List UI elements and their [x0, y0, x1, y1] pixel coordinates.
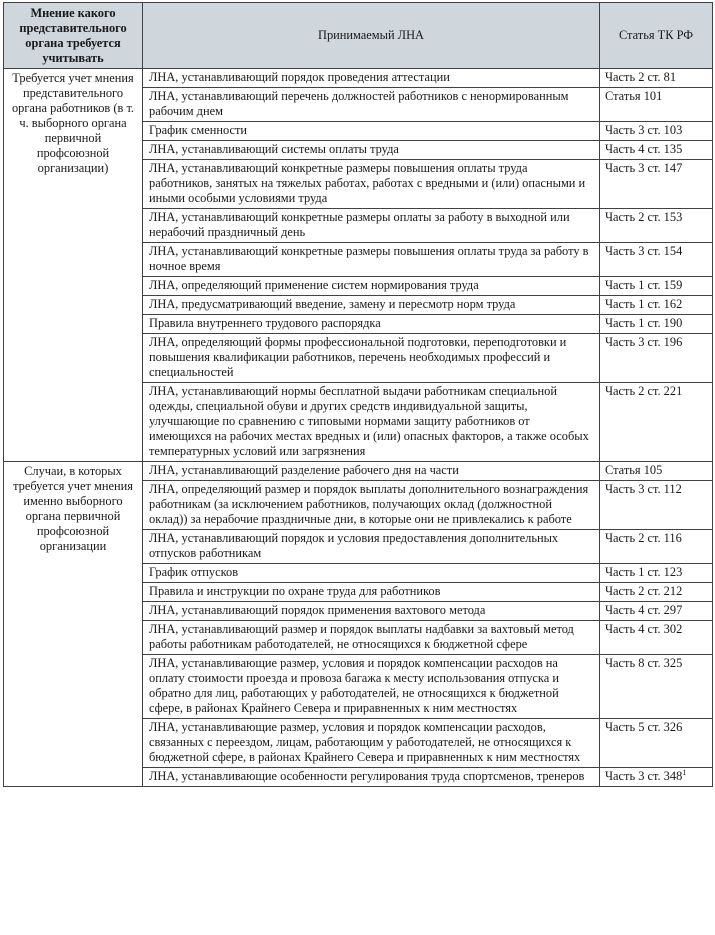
article-text: Часть 1 ст. 190	[605, 316, 683, 330]
article-text: Часть 2 ст. 116	[605, 531, 682, 545]
group-label: Случаи, в которых требуется учет мнения именно выборного органа первичной профсоюзной организации	[4, 462, 143, 787]
table-row	[4, 69, 713, 88]
article-text: Часть 4 ст. 302	[605, 622, 683, 636]
lna-cell: ЛНА, предусматривающий введение, замену и пересмотр норм труда	[143, 296, 600, 315]
lna-cell: ЛНА, устанавливающие размер, условия и порядок компенсации расходов на оплату стоимости проезда и провоза багажа к месту использования отпуска и обратно для лиц, работающих у работодателей, не относящихся к бюджетной сфере, в районах Крайнего Севера и приравненных к ним местностях	[143, 655, 600, 719]
article-cell	[600, 481, 713, 530]
article-text: Часть 3 ст. 103	[605, 123, 683, 137]
lna-table	[3, 2, 713, 787]
article-cell	[600, 383, 713, 462]
lna-cell: ЛНА, устанавливающий конкретные размеры оплаты за работу в выходной или нерабочий праздничный день	[143, 209, 600, 243]
article-cell	[600, 621, 713, 655]
article-cell	[600, 315, 713, 334]
table-header-row	[4, 3, 713, 69]
lna-cell: ЛНА, устанавливающий системы оплаты труда	[143, 141, 600, 160]
article-cell	[600, 243, 713, 277]
group-label: Требуется учет мнения представительного органа работников (в т. ч. выборного органа первичной профсоюзной организации)	[4, 69, 143, 462]
lna-cell: ЛНА, устанавливающий размер и порядок выплаты надбавки за вахтовый метод работы работникам работодателей, не относящихся к бюджетной сфере	[143, 621, 600, 655]
article-cell	[600, 655, 713, 719]
lna-cell: ЛНА, определяющий формы профессиональной подготовки, переподготовки и повышения квалификации работников, перечень необходимых профессий и специальностей	[143, 334, 600, 383]
lna-cell: ЛНА, определяющий размер и порядок выплаты дополнительного вознаграждения работникам (за исключением работников, получающих оклад (должностной оклад)) за нерабочие праздничные дни, в которые они не привлекались к работе	[143, 481, 600, 530]
article-text: Часть 3 ст. 154	[605, 244, 683, 258]
article-cell	[600, 530, 713, 564]
lna-cell: ЛНА, устанавливающий порядок проведения аттестации	[143, 69, 600, 88]
article-text: Часть 4 ст. 135	[605, 142, 683, 156]
lna-cell: ЛНА, устанавливающий перечень должностей работников с ненормированным рабочим днем	[143, 88, 600, 122]
article-text: Часть 3 ст. 147	[605, 161, 683, 175]
article-text: Часть 3 ст. 348	[605, 769, 683, 783]
article-text: Часть 8 ст. 325	[605, 656, 683, 670]
article-cell	[600, 583, 713, 602]
article-cell	[600, 141, 713, 160]
article-cell	[600, 462, 713, 481]
article-cell	[600, 209, 713, 243]
article-cell	[600, 296, 713, 315]
lna-cell: Правила и инструкции по охране труда для работников	[143, 583, 600, 602]
article-cell	[600, 122, 713, 141]
article-text: Часть 2 ст. 81	[605, 70, 677, 84]
lna-cell: Правила внутреннего трудового распорядка	[143, 315, 600, 334]
lna-cell: ЛНА, определяющий применение систем нормирования труда	[143, 277, 600, 296]
header-representative-body: Мнение какого представительного органа требуется учитывать	[4, 3, 143, 69]
article-text: Статья 101	[605, 89, 663, 103]
article-cell	[600, 768, 713, 787]
article-text: Часть 1 ст. 123	[605, 565, 683, 579]
article-text: Часть 3 ст. 196	[605, 335, 683, 349]
lna-cell: ЛНА, устанавливающий нормы бесплатной выдачи работникам специальной одежды, специальной обуви и других средств индивидуальной защиты, улучшающие по сравнению с типовыми нормами защиту работников от имеющихся на рабочих местах вредных и (или) опасных факторов, а также особых температурных условий или загрязнения	[143, 383, 600, 462]
lna-cell: ЛНА, устанавливающий разделение рабочего дня на части	[143, 462, 600, 481]
article-cell	[600, 334, 713, 383]
lna-cell: График сменности	[143, 122, 600, 141]
article-cell	[600, 88, 713, 122]
article-text: Часть 1 ст. 159	[605, 278, 683, 292]
lna-cell: ЛНА, устанавливающий порядок применения вахтового метода	[143, 602, 600, 621]
lna-cell: ЛНА, устанавливающий конкретные размеры повышения оплаты труда за работу в ночное время	[143, 243, 600, 277]
article-text: Часть 2 ст. 221	[605, 384, 683, 398]
lna-cell: ЛНА, устанавливающие размер, условия и порядок компенсации расходов, связанных с переездом, лицам, работающим у работодателей, не относящихся к бюджетной сфере, в районах Крайнего Севера и приравненных к ним местностях	[143, 719, 600, 768]
table-body	[4, 69, 713, 787]
lna-cell: ЛНА, устанавливающие особенности регулирования труда спортсменов, тренеров	[143, 768, 600, 787]
lna-cell: ЛНА, устанавливающий конкретные размеры повышения оплаты труда работников, занятых на тяжелых работах, работах с вредными и (или) опасными и иными особыми условиями труда	[143, 160, 600, 209]
article-text: Часть 5 ст. 326	[605, 720, 683, 734]
article-text: Часть 1 ст. 162	[605, 297, 683, 311]
header-article: Статья ТК РФ	[600, 3, 713, 69]
article-text: Часть 4 ст. 297	[605, 603, 683, 617]
article-text: Часть 3 ст. 112	[605, 482, 682, 496]
header-lna: Принимаемый ЛНА	[143, 3, 600, 69]
article-superscript: 1	[682, 767, 687, 777]
article-text: Часть 2 ст. 212	[605, 584, 683, 598]
article-text: Часть 2 ст. 153	[605, 210, 683, 224]
lna-cell: График отпусков	[143, 564, 600, 583]
article-cell	[600, 564, 713, 583]
article-cell	[600, 277, 713, 296]
article-cell	[600, 719, 713, 768]
article-cell	[600, 69, 713, 88]
article-text: Статья 105	[605, 463, 663, 477]
table-row	[4, 462, 713, 481]
lna-cell: ЛНА, устанавливающий порядок и условия предоставления дополнительных отпусков работникам	[143, 530, 600, 564]
article-cell	[600, 602, 713, 621]
article-cell	[600, 160, 713, 209]
